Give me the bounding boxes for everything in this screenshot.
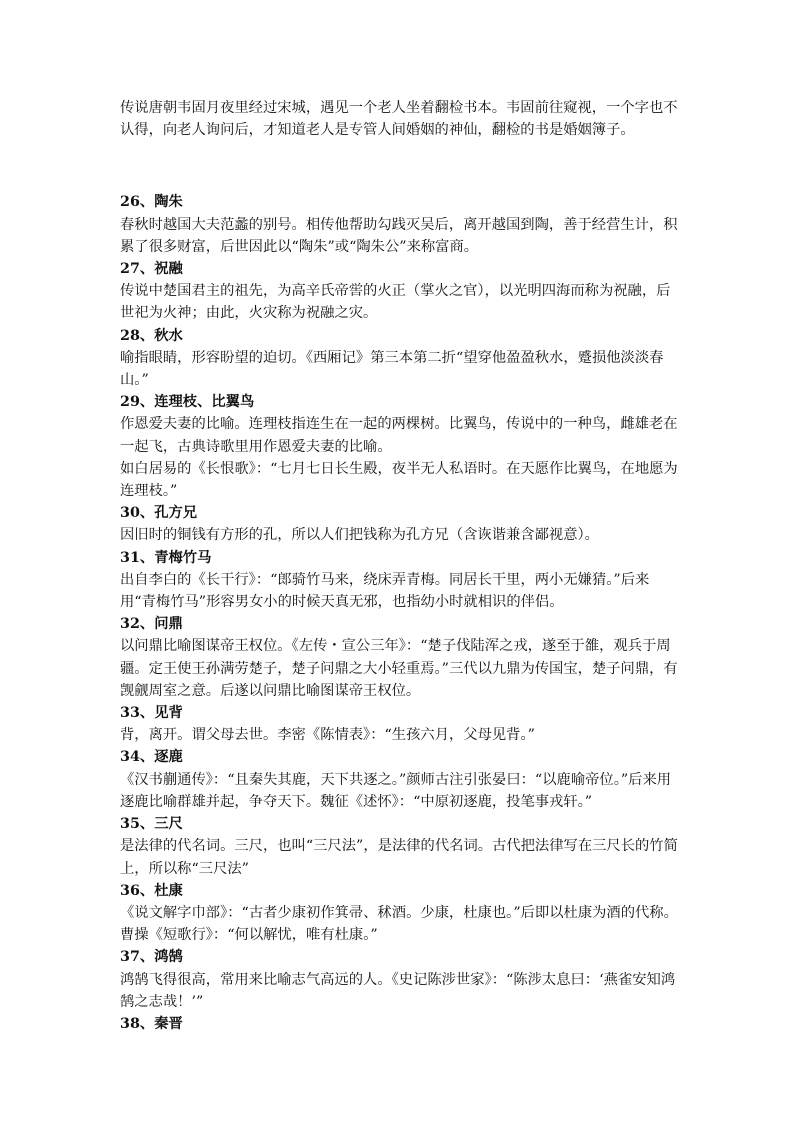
entry [120,191,680,258]
entry [120,258,680,325]
entry [120,325,680,392]
entry [120,746,680,813]
entry-paragraph: 春秋时越国大夫范蠡的别号。相传他帮助勾践灭吴后，离开越国到陶，善于经营生计，积累了很多财富，后世因此以“陶朱”或“陶朱公”来称富商。 [120,216,678,255]
entry-paragraph: 传说中楚国君主的祖先，为高辛氏帝喾的火正（掌火之官），以光明四海而称为祝融，后世祀为火神；由此，火灾称为祝融之灾。 [120,283,671,322]
entry-title: 31、青梅竹马 [120,549,212,566]
entry [120,1013,680,1035]
entry [120,813,680,880]
entry-title: 37、鸿鹄 [120,949,183,966]
entry-paragraph: 喻指眼睛，形容盼望的迫切。《西厢记》第三本第二折“望穿他盈盈秋水，蹙损他淡淡春山。” [120,349,664,389]
entry [120,391,680,502]
entry [120,613,680,702]
entry [120,502,680,546]
entry [120,547,680,614]
entry-paragraph: 作恩爱夫妻的比喻。连理枝指连生在一起的两棵树。比翼鸟，传说中的一种鸟，雌雄老在一起飞，古典诗歌里用作恩爱夫妻的比喻。 [120,416,678,455]
entry-title: 30、孔方兄 [120,505,198,522]
entry-paragraph: 出自李白的《长干行》：“郎骑竹马来，绕床弄青梅。同居长干里，两小无嫌猜。”后来用“青梅竹马”形容男女小的时候天真无邪，也指幼小时就相识的伴侣。 [120,571,650,611]
entry [120,880,680,947]
entry-title: 27、祝融 [120,261,183,278]
entry-title: 29、连理枝、比翼鸟 [120,394,255,411]
entry-paragraph: 是法律的代名词。三尺，也叫“三尺法”，是法律的代名词。古代把法律写在三尺长的竹简上，所以称“三尺法” [120,838,678,877]
intro-paragraph: 传说唐朝韦固月夜里经过宋城，遇见一个老人坐着翻检书本。韦固前往窥视，一个字也不认得，向老人询问后，才知道老人是专管人间婚姻的神仙，翻检的书是婚姻簿子。 [120,100,678,139]
entry-paragraph: 如白居易的《长恨歌》：“七月七日长生殿，夜半无人私语时。在天愿作比翼鸟，在地愿为连理枝。” [120,460,678,500]
entry [120,946,680,1013]
entry-title: 32、问鼎 [120,616,183,633]
entry-paragraph: 背，离开。谓父母去世。李密《陈情表》：“生孩六月，父母见背。” [120,727,535,744]
entry-paragraph: 因旧时的铜钱有方形的孔，所以人们把钱称为孔方兄（含诙谐兼含鄙视意）。 [120,527,599,544]
entry-title: 28、秋水 [120,327,183,344]
entry-title: 26、陶朱 [120,194,183,211]
entry [120,702,680,746]
entry-paragraph: 《说文解字巾部》：“古者少康初作箕帚、秫酒。少康，杜康也。”后即以杜康为酒的代称。曹操《短歌行》：“何以解忧，唯有杜康。” [120,904,678,944]
entry-title: 38、秦晋 [120,1015,183,1032]
entry-paragraph: 《汉书蒯通传》：“且秦失其鹿，天下共逐之。”颜师古注引张晏曰：“以鹿喻帝位。”后来用逐鹿比喻群雄并起，争夺天下。魏征《述怀》：“中原初逐鹿，投笔事戎轩。” [120,771,672,810]
entry-title: 34、逐鹿 [120,749,183,766]
entry-title: 35、三尺 [120,816,183,833]
entry-title: 36、杜康 [120,882,183,899]
entry-list [120,191,680,1035]
entry-paragraph: 鸿鹄飞得很高，常用来比喻志气高远的人。《史记陈涉世家》：“陈涉太息曰：‘燕雀安知鸿鹄之志哉！’” [120,971,676,1010]
document-page [120,97,680,1035]
entry-title: 33、见背 [120,705,183,722]
entry-paragraph: 以问鼎比喻图谋帝王权位。《左传・宣公三年》：“楚子伐陆浑之戎，遂至于雒，观兵于周疆。定王使王孙满劳楚子，楚子问鼎之大小轻重焉。”三代以九鼎为传国宝，楚子问鼎，有觊觎周室之意。后遂以问鼎比喻图谋帝王权位。 [120,638,678,699]
